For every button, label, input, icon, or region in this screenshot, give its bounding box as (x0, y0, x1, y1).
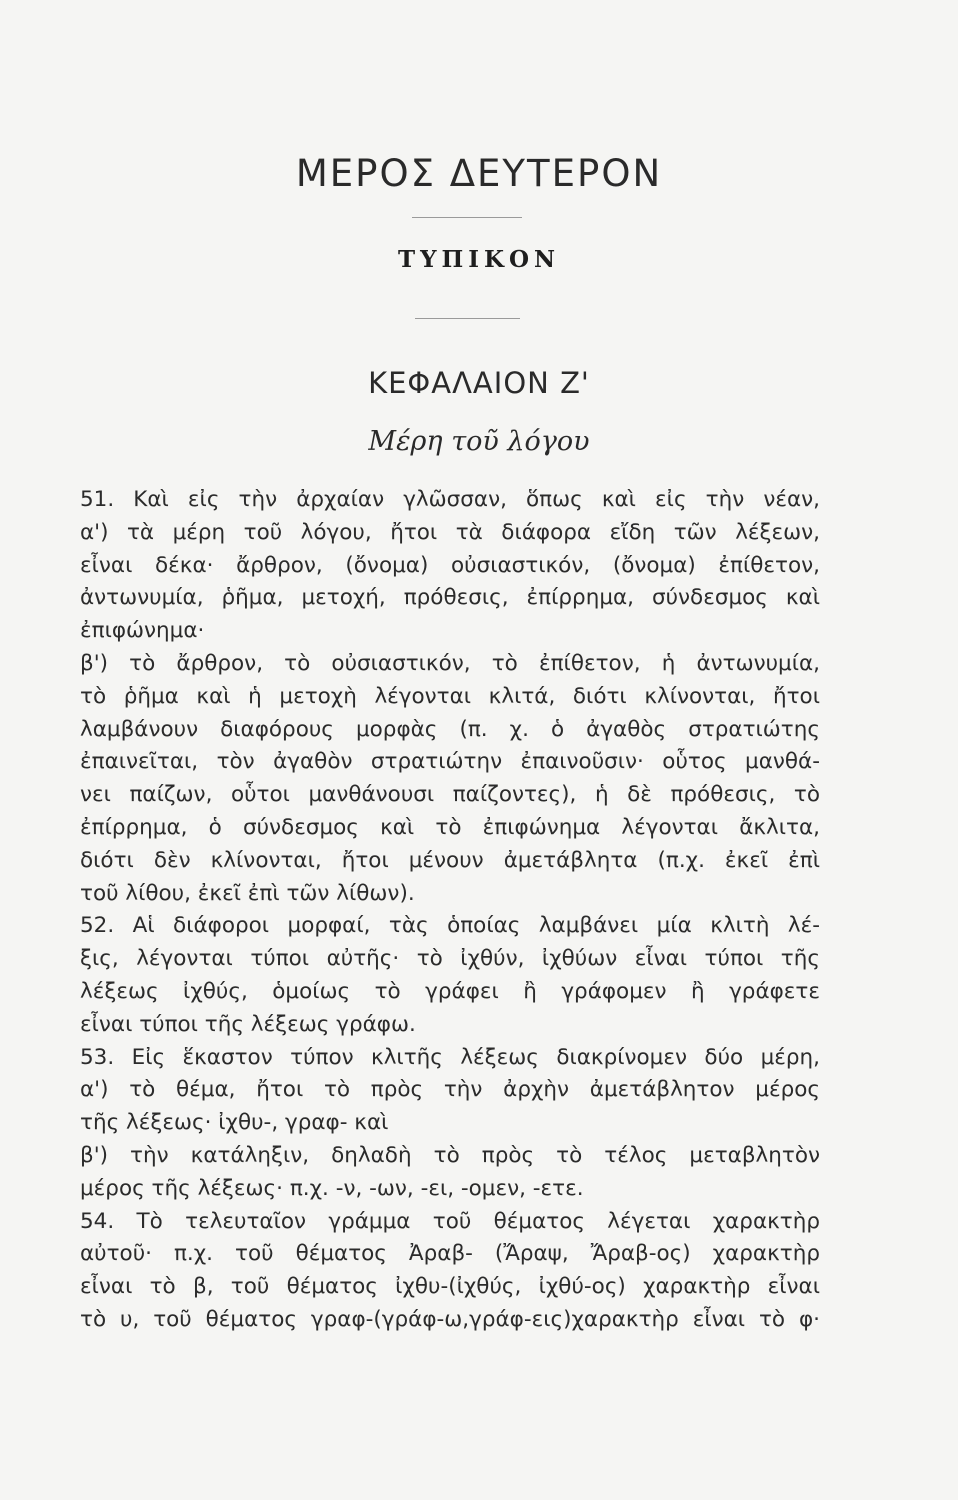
text-line: 54. Τὸ τελευταῖον γράμμα τοῦ θέματος λέγεται χαρακτὴρ (80, 1208, 820, 1234)
text-line: ἐπίρρημα, ὁ σύνδεσμος καὶ τὸ ἐπιφώνημα λέγονται ἄκλιτα, (80, 814, 820, 840)
chapter-subtitle: Μέρη τοῦ λόγου (368, 426, 590, 457)
text-line: β') τὸ ἄρθρον, τὸ οὐσιαστικόν, τὸ ἐπίθετον, ἡ ἀντωνυμία, (80, 650, 820, 676)
text-line: νει παίζων, οὗτοι μανθάνουσι παίζοντες), ἡ δὲ πρόθεσις, τὸ (80, 782, 820, 808)
text-line: τοῦ λίθου, ἐκεῖ ἐπὶ τῶν λίθων). (80, 880, 415, 906)
text-line: εἶναι τὸ β, τοῦ θέματος ἰχθυ-(ἰχθύς, ἰχθύ-ος) χαρακτὴρ εἶναι (80, 1274, 820, 1300)
text-line: 51. Καὶ εἰς τὴν ἀρχαίαν γλῶσσαν, ὅπως καὶ εἰς τὴν νέαν, (80, 487, 820, 512)
part-title: ΜΕΡΟΣ ΔΕΥΤΕΡΟΝ (295, 152, 663, 195)
text-line: ἐπαινεῖται, τὸν ἀγαθὸν στρατιώτην ἐπαινοῦσιν· οὗτος μανθά- (80, 749, 820, 775)
text-line: 53. Εἰς ἕκαστον τύπον κλιτῆς λέξεως διακρίνομεν δύο μέρη, (80, 1044, 820, 1070)
text-line: μέρος τῆς λέξεως· π.χ. -ν, -ων, -ει, -ομεν, -ετε. (80, 1175, 584, 1201)
text-line: ἐπιφώνημα· (80, 618, 205, 644)
text-line: ἀντωνυμία, ῥῆμα, μετοχή, πρόθεσις, ἐπίρρημα, σύνδεσμος καὶ (80, 585, 820, 611)
text-line: λέξεως ἰχθύς, ὁμοίως τὸ γράφει ἢ γράφομεν ἢ γράφετε (80, 978, 820, 1004)
text-line: α') τὸ θέμα, ἤτοι τὸ πρὸς τὴν ἀρχὴν ἀμετάβλητον μέρος (80, 1077, 820, 1103)
divider-rule (412, 217, 522, 218)
text-line: λαμβάνουν διαφόρους μορφὰς (π. χ. ὁ ἀγαθὸς στρατιώτης (80, 716, 820, 742)
text-line: ξις, λέγονται τύποι αὐτῆς· τὸ ἰχθύν, ἰχθύων εἶναι τύποι τῆς (80, 946, 820, 972)
chapter-title: ΚΕΦΑΛΑΙΟΝ Ζ' (368, 366, 590, 400)
text-line: εἶναι δέκα· ἄρθρον, (ὄνομα) οὐσιαστικόν, (ὄνομα) ἐπίθετον, (80, 552, 820, 578)
text-line: τῆς λέξεως· ἰχθυ-, γραφ- καὶ (80, 1110, 389, 1136)
text-line: τὸ ῥῆμα καὶ ἡ μετοχὴ λέγονται κλιτά, διότι κλίνονται, ἤτοι (80, 683, 820, 709)
text-line: τὸ υ, τοῦ θέματος γραφ-(γράφ-ω,γράφ-εις)χαρακτὴρ εἶναι τὸ φ· (80, 1306, 820, 1332)
text-line: αὐτοῦ· π.χ. τοῦ θέματος Ἀραβ- (Ἄραψ, Ἄραβ-ος) χαρακτὴρ (80, 1241, 820, 1267)
section-title: ΤΥΠΙΚΟΝ (397, 246, 561, 273)
text-line: 52. Αἱ διάφοροι μορφαί, τὰς ὁποίας λαμβάνει μία κλιτὴ λέ- (80, 913, 820, 939)
text-line: εἶναι τύποι τῆς λέξεως γράφω. (80, 1011, 416, 1037)
text-line: α') τὰ μέρη τοῦ λόγου, ἤτοι τὰ διάφορα εἴδη τῶν λέξεων, (80, 519, 820, 545)
text-line: β') τὴν κατάληξιν, δηλαδὴ τὸ πρὸς τὸ τέλος μεταβλητὸν (80, 1142, 820, 1168)
body-text (80, 484, 820, 1337)
text-line: διότι δὲν κλίνονται, ἤτοι μένουν ἀμετάβλητα (π.χ. ἐκεῖ ἐπὶ (80, 847, 820, 873)
divider-rule (415, 318, 520, 319)
